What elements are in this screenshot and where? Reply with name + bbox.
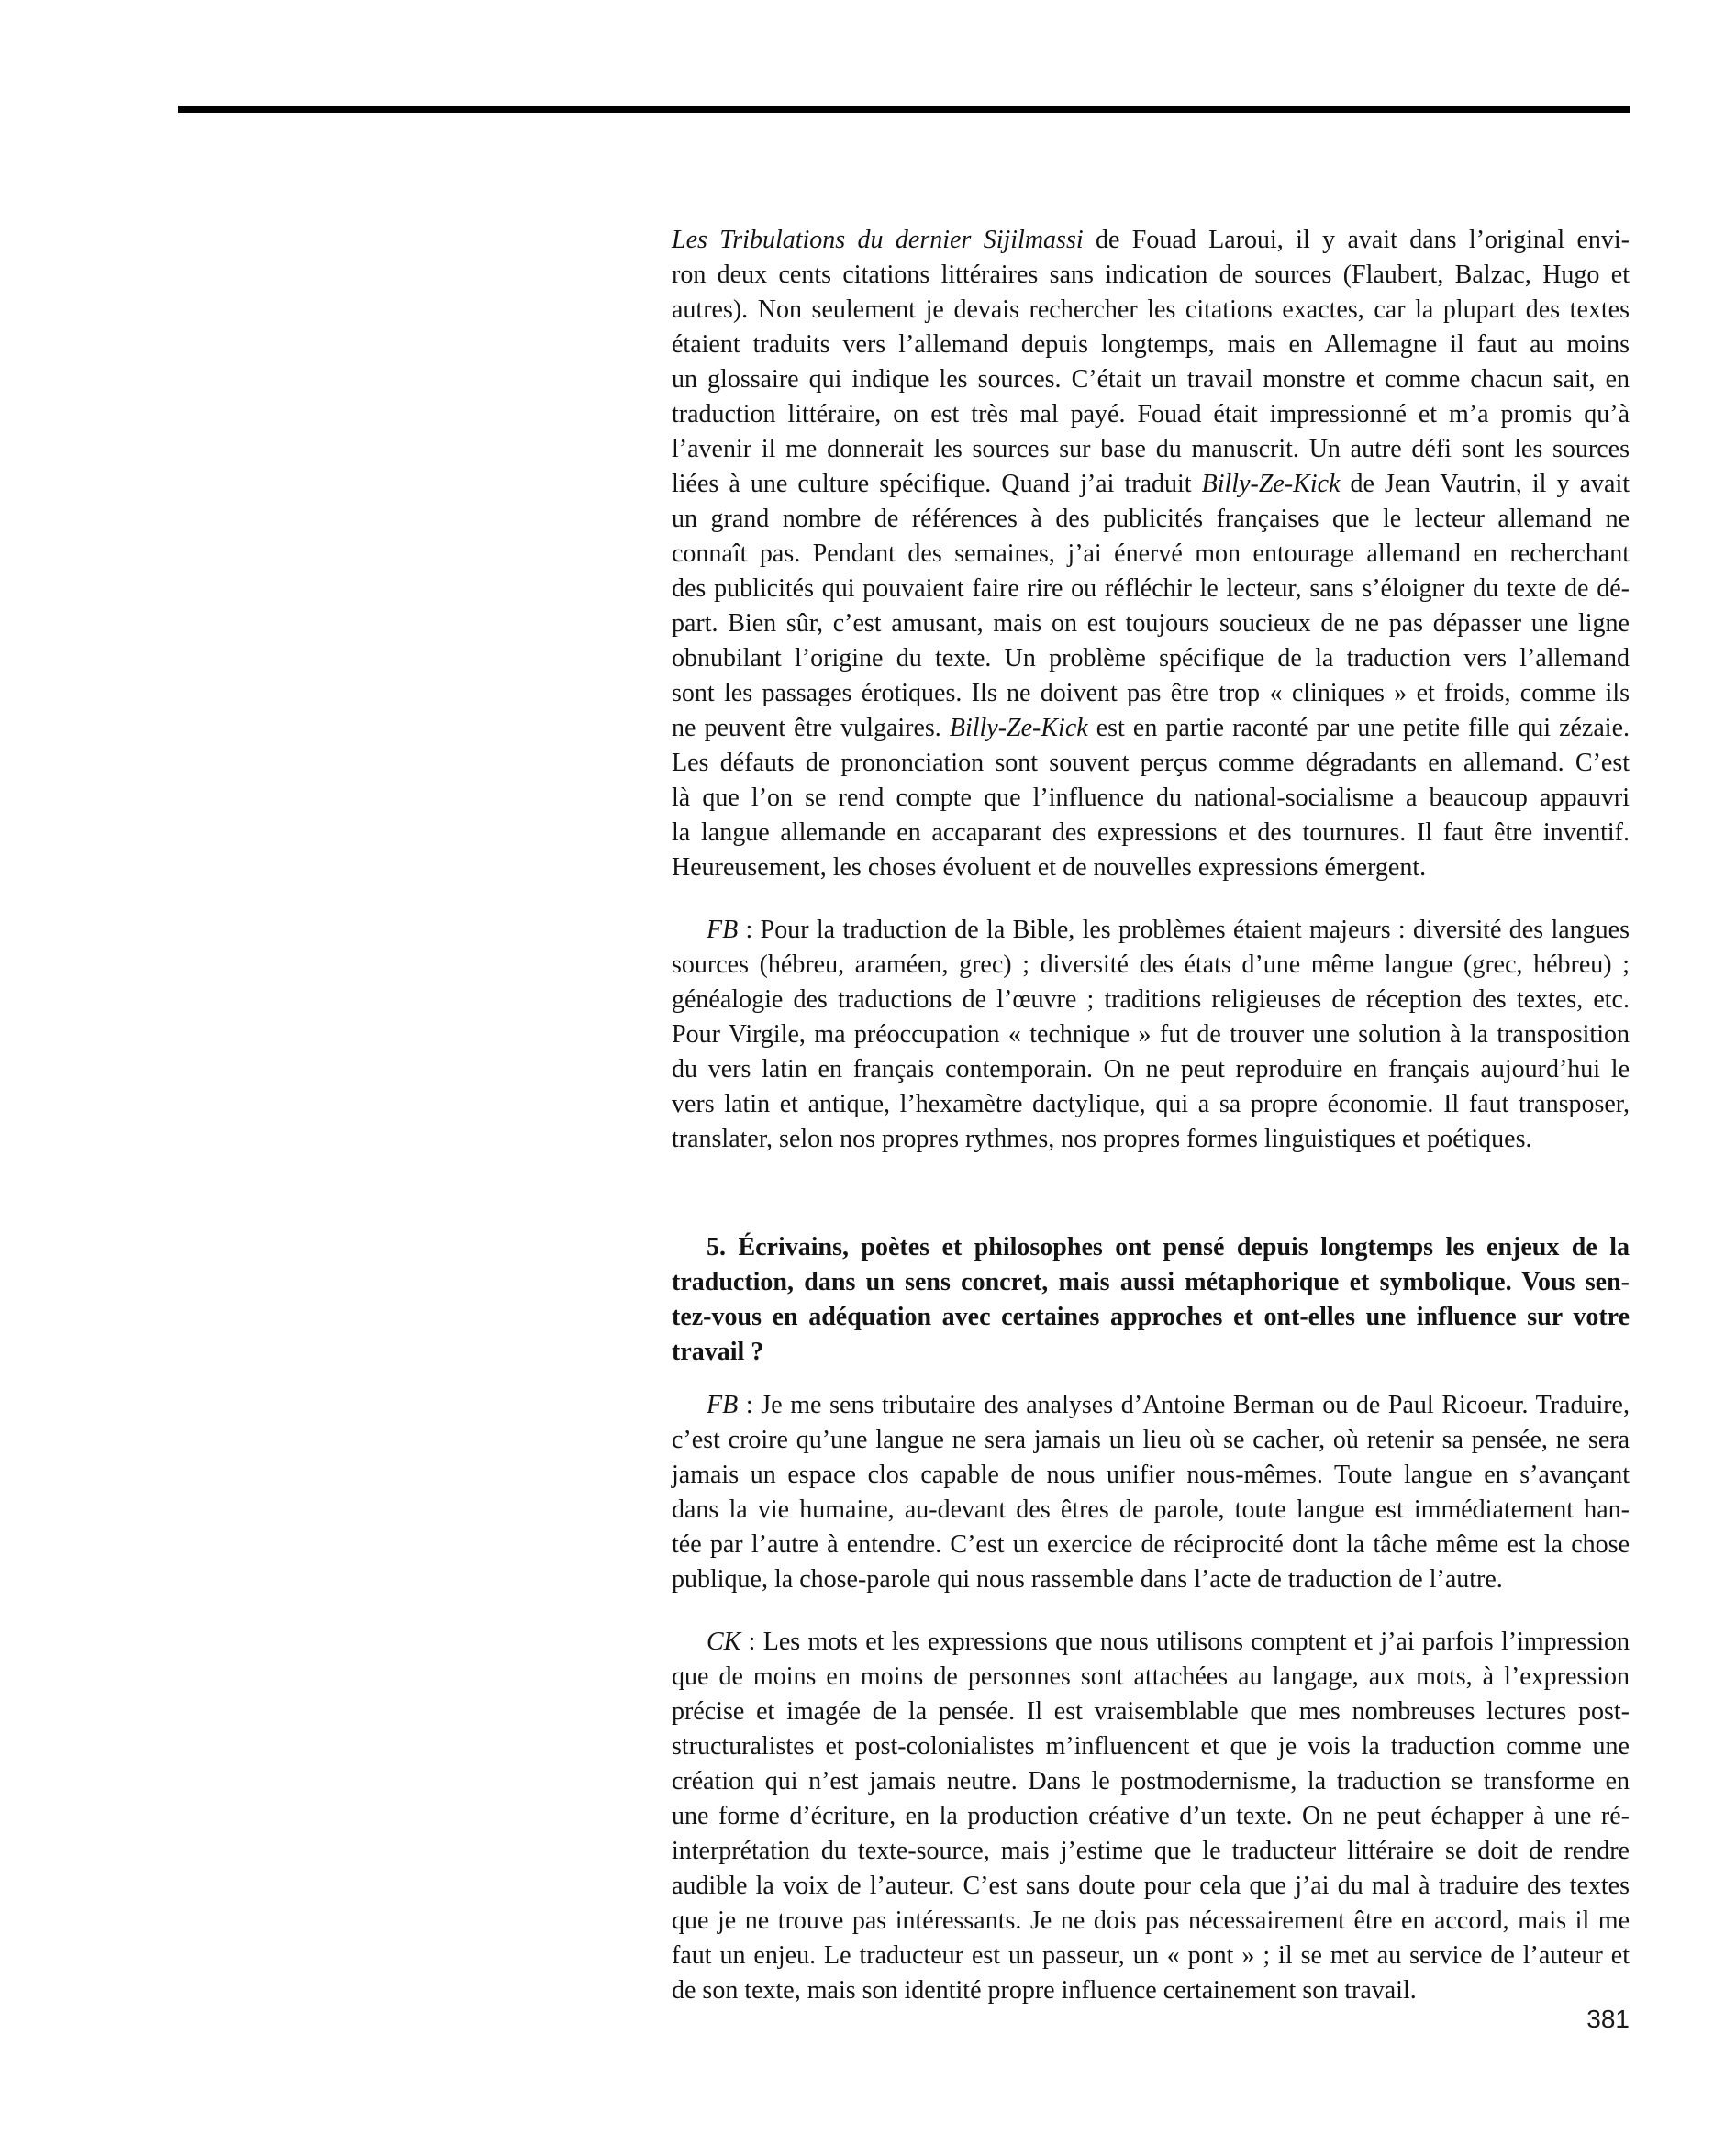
text-line: translater, selon nos propres rythmes, nos propres formes linguistiques et poétiques.	[672, 1125, 1532, 1153]
text-line: vers latin et antique, l’hexamètre dactylique, qui a sa propre économie. Il faut transposer,	[672, 1090, 1630, 1118]
text-line: c’est croire qu’une langue ne sera jamais un lieu où se cacher, où retenir sa pensée, ne sera	[672, 1426, 1630, 1454]
text-line: que je ne trouve pas intéressants. Je ne dois pas nécessairement être en accord, mais il me	[672, 1906, 1630, 1935]
text-line: travail ?	[672, 1338, 764, 1366]
paragraph	[672, 223, 1630, 885]
text-line: traduction littéraire, on est très mal payé. Fouad était impressionné et m’a promis qu’à	[672, 400, 1630, 428]
text-line: ne peuvent être vulgaires. Billy-Ze-Kick est en partie raconté par une petite fille qui zézaie.	[672, 714, 1630, 742]
text-line: 5. Écrivains, poètes et philosophes ont pensé depuis longtemps les enjeux de la	[707, 1233, 1630, 1261]
text-line: tez-vous en adéquation avec certaines approches et ont-elles une influence sur votre	[672, 1303, 1630, 1331]
text-line: là que l’on se rend compte que l’influence du national-socialisme a beaucoup appauvri	[672, 783, 1630, 812]
text-line: l’avenir il me donnerait les sources sur base du manuscrit. Un autre défi sont les sources	[672, 435, 1630, 463]
text-column	[672, 223, 1630, 2008]
text-line: tée par l’autre à entendre. C’est un exercice de réciprocité dont la tâche même est la chose	[672, 1530, 1630, 1559]
text-line: Les défauts de prononciation sont souvent perçus comme dégradants en allemand. C’est	[672, 749, 1630, 777]
text-line: audible la voix de l’auteur. C’est sans doute pour cela que j’ai du mal à traduire des textes	[672, 1872, 1630, 1900]
text-line: FB : Pour la traduction de la Bible, les problèmes étaient majeurs : diversité des langues	[707, 916, 1630, 944]
question-heading	[672, 1230, 1630, 1370]
text-line: ron deux cents citations littéraires sans indication de sources (Flaubert, Balzac, Hugo et	[672, 261, 1630, 289]
text-line: jamais un espace clos capable de nous unifier nous-mêmes. Toute langue en s’avançant	[672, 1461, 1630, 1489]
text-line: que de moins en moins de personnes sont attachées au langage, aux mots, à l’expression	[672, 1662, 1630, 1691]
text-line: structuralistes et post-colonialistes m’influencent et que je vois la traduction comme une	[672, 1732, 1630, 1761]
paragraph	[672, 1625, 1630, 2008]
text-line: du vers latin en français contemporain. On ne peut reproduire en français aujourd’hui le	[672, 1055, 1630, 1084]
text-line: part. Bien sûr, c’est amusant, mais on est toujours soucieux de ne pas dépasser une ligne	[672, 609, 1630, 638]
text-line: faut un enjeu. Le traducteur est un passeur, un « pont » ; il se met au service de l’auteur et	[672, 1941, 1630, 1970]
text-line: Heureusement, les choses évoluent et de nouvelles expressions émergent.	[672, 853, 1427, 882]
text-line: Pour Virgile, ma préoccupation « technique » fut de trouver une solution à la transposition	[672, 1020, 1630, 1049]
text-line: un glossaire qui indique les sources. C’était un travail monstre et comme chacun sait, en	[672, 365, 1630, 394]
text-line: connaît pas. Pendant des semaines, j’ai énervé mon entourage allemand en recherchant	[672, 539, 1630, 568]
top-rule	[178, 106, 1630, 113]
text-line: généalogie des traductions de l’œuvre ; traditions religieuses de réception des textes, etc.	[672, 985, 1630, 1014]
text-line: Les Tribulations du dernier Sijilmassi de Fouad Laroui, il y avait dans l’original envi-	[672, 226, 1630, 254]
text-line: traduction, dans un sens concret, mais aussi métaphorique et symbolique. Vous sen-	[672, 1268, 1630, 1296]
text-line: un grand nombre de références à des publicités françaises que le lecteur allemand ne	[672, 505, 1630, 533]
text-line: sont les passages érotiques. Ils ne doivent pas être trop « cliniques » et froids, comme ils	[672, 679, 1630, 707]
text-line: publique, la chose-parole qui nous rassemble dans l’acte de traduction de l’autre.	[672, 1565, 1503, 1594]
text-line: obnubilant l’origine du texte. Un problème spécifique de la traduction vers l’allemand	[672, 644, 1630, 672]
text-line: sources (hébreu, araméen, grec) ; diversité des états d’une même langue (grec, hébreu) ;	[672, 950, 1630, 979]
text-line: autres). Non seulement je devais rechercher les citations exactes, car la plupart des textes	[672, 295, 1630, 324]
paragraph	[672, 913, 1630, 1157]
paragraph	[672, 1388, 1630, 1597]
page-number: 381	[1586, 2005, 1630, 2033]
text-line: étaient traduits vers l’allemand depuis longtemps, mais en Allemagne il faut au moins	[672, 330, 1630, 359]
text-line: création qui n’est jamais neutre. Dans le postmodernisme, la traduction se transforme en	[672, 1767, 1630, 1795]
text-line: dans la vie humaine, au-devant des êtres de parole, toute langue est immédiatement han-	[672, 1495, 1630, 1524]
text-line: de son texte, mais son identité propre influence certainement son travail.	[672, 1976, 1417, 2005]
text-line: une forme d’écriture, en la production créative d’un texte. On ne peut échapper à une ré-	[672, 1802, 1630, 1830]
text-line: la langue allemande en accaparant des expressions et des tournures. Il faut être inventif.	[672, 818, 1630, 847]
text-line: liées à une culture spécifique. Quand j’ai traduit Billy-Ze-Kick de Jean Vautrin, il y avait	[672, 470, 1630, 498]
text-line: interprétation du texte-source, mais j’estime que le traducteur littéraire se doit de rendre	[672, 1837, 1630, 1865]
text-line: CK : Les mots et les expressions que nous utilisons comptent et j’ai parfois l’impression	[707, 1628, 1630, 1656]
text-line: précise et imagée de la pensée. Il est vraisemblable que mes nombreuses lectures post-	[672, 1697, 1630, 1726]
text-line: des publicités qui pouvaient faire rire ou réfléchir le lecteur, sans s’éloigner du texte de dé-	[672, 574, 1630, 603]
text-line: FB : Je me sens tributaire des analyses d’Antoine Berman ou de Paul Ricoeur. Traduire,	[707, 1391, 1630, 1419]
